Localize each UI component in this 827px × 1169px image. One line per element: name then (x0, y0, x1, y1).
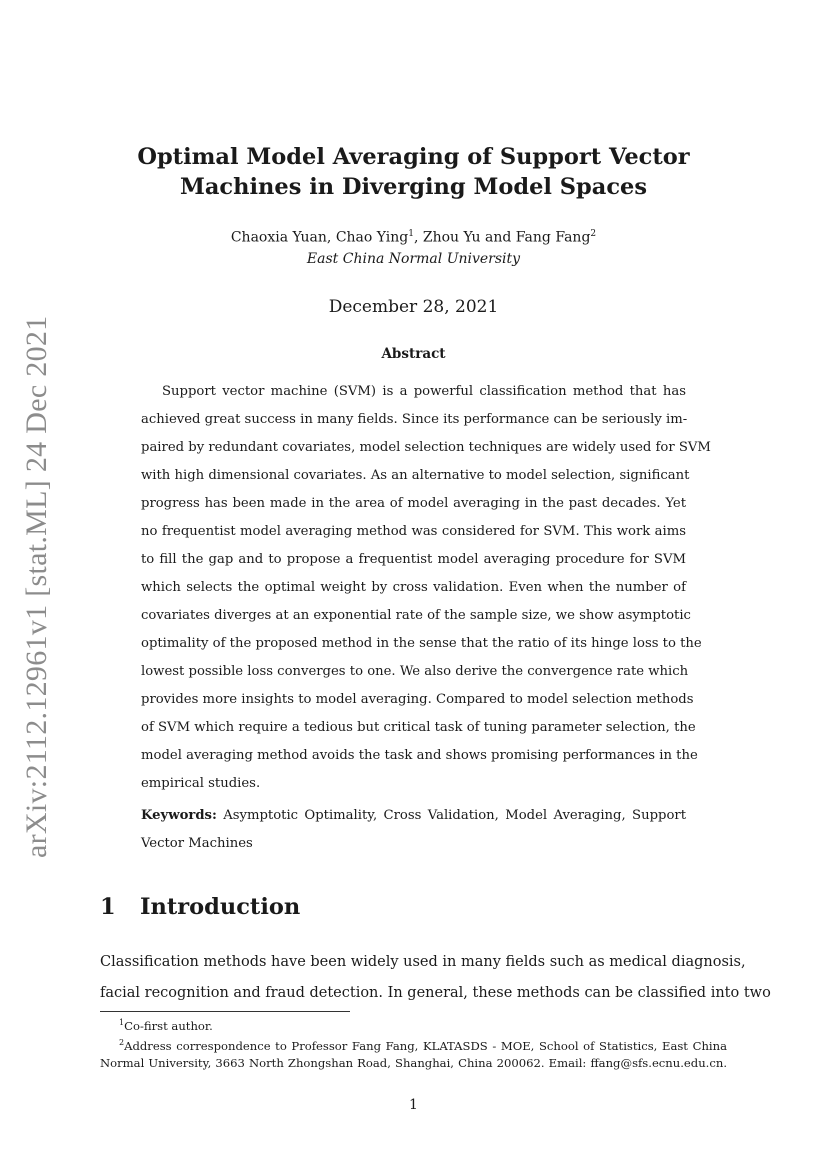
abstract-line: no frequentist model averaging method was considered for SVM. This work aims (141, 524, 686, 539)
title-line: Machines in Diverging Model Spaces (179, 174, 648, 200)
body-line: facial recognition and fraud detection. In general, these methods can be classified into two (100, 985, 771, 1001)
author-list (100, 224, 727, 248)
abstract-line: of SVM which require a tedious but critical task of tuning parameter selection, the (141, 720, 696, 735)
publication-date: December 28, 2021 (328, 297, 499, 317)
footnote-divider (100, 1011, 350, 1012)
abstract-line: with high dimensional covariates. As an alternative to model selection, significant (141, 468, 690, 483)
author-names: Chaoxia Yuan, Chao Ying (230, 229, 409, 246)
footnote-marker[interactable]: 1 (408, 229, 414, 239)
arxiv-identifier: arXiv:2112.12961v1 [stat.ML] 24 Dec 2021 (20, 315, 53, 858)
abstract-line: Support vector machine (SVM) is a powerful classification method that has (162, 384, 686, 399)
abstract-line: provides more insights to model averaging. Compared to model selection methods (141, 692, 694, 707)
footnote-number: 2 (119, 1038, 125, 1047)
keywords-line: Vector Machines (141, 836, 253, 851)
keywords-label: Keywords: (141, 808, 217, 823)
abstract-line: to fill the gap and to propose a frequentist model averaging procedure for SVM (141, 552, 686, 567)
footnote-text: Co-first author. (124, 1018, 213, 1033)
author-names: , Zhou Yu and Fang Fang (413, 229, 591, 246)
abstract-line: model averaging method avoids the task and shows promising performances in the (141, 748, 698, 763)
section-body (100, 947, 771, 1009)
keywords-line (141, 802, 686, 830)
footnote-2 (100, 1033, 727, 1053)
footnote-2-continued: Normal University, 3663 North Zhongshan Road, Shanghai, China 200062. Email: ffang@sfs.ecnu.edu.cn. (100, 1056, 727, 1070)
footnote-text: Address correspondence to Professor Fang Fang, KLATASDS - MOE, School of Statistics, East China (124, 1038, 727, 1053)
title-line: Optimal Model Averaging of Support Vector (137, 144, 690, 170)
keywords-text: Asymptotic Optimality, Cross Validation, Model Averaging, Support (216, 808, 686, 823)
section-title: Introduction (140, 894, 301, 920)
abstract-line: which selects the optimal weight by cross validation. Even when the number of (141, 580, 686, 595)
footnote-number: 1 (119, 1018, 125, 1027)
keywords (141, 802, 686, 858)
abstract-body (141, 378, 711, 798)
footnote-1 (100, 1013, 727, 1033)
abstract-line: progress has been made in the area of model averaging in the past decades. Yet (141, 496, 686, 511)
abstract-heading: Abstract (381, 346, 446, 362)
page-number: 1 (409, 1097, 418, 1113)
section-heading (100, 894, 300, 920)
abstract-line: paired by redundant covariates, model selection techniques are widely used for SVM (141, 440, 711, 455)
affiliation: East China Normal University (306, 251, 521, 267)
abstract-line: optimality of the proposed method in the sense that the ratio of its hinge loss to the (141, 636, 702, 651)
abstract-line: empirical studies. (141, 776, 261, 791)
body-line: Classification methods have been widely used in many fields such as medical diagnosis, (100, 954, 746, 970)
footnotes (100, 1013, 727, 1073)
abstract-line: achieved great success in many fields. Since its performance can be seriously im- (141, 412, 688, 427)
abstract-line: covariates diverges at an exponential rate of the sample size, we show asymptotic (141, 608, 691, 623)
abstract-line: lowest possible loss converges to one. We also derive the convergence rate which (141, 664, 689, 679)
section-number: 1 (100, 894, 116, 920)
paper-title (100, 142, 727, 202)
footnote-marker[interactable]: 2 (590, 229, 597, 239)
